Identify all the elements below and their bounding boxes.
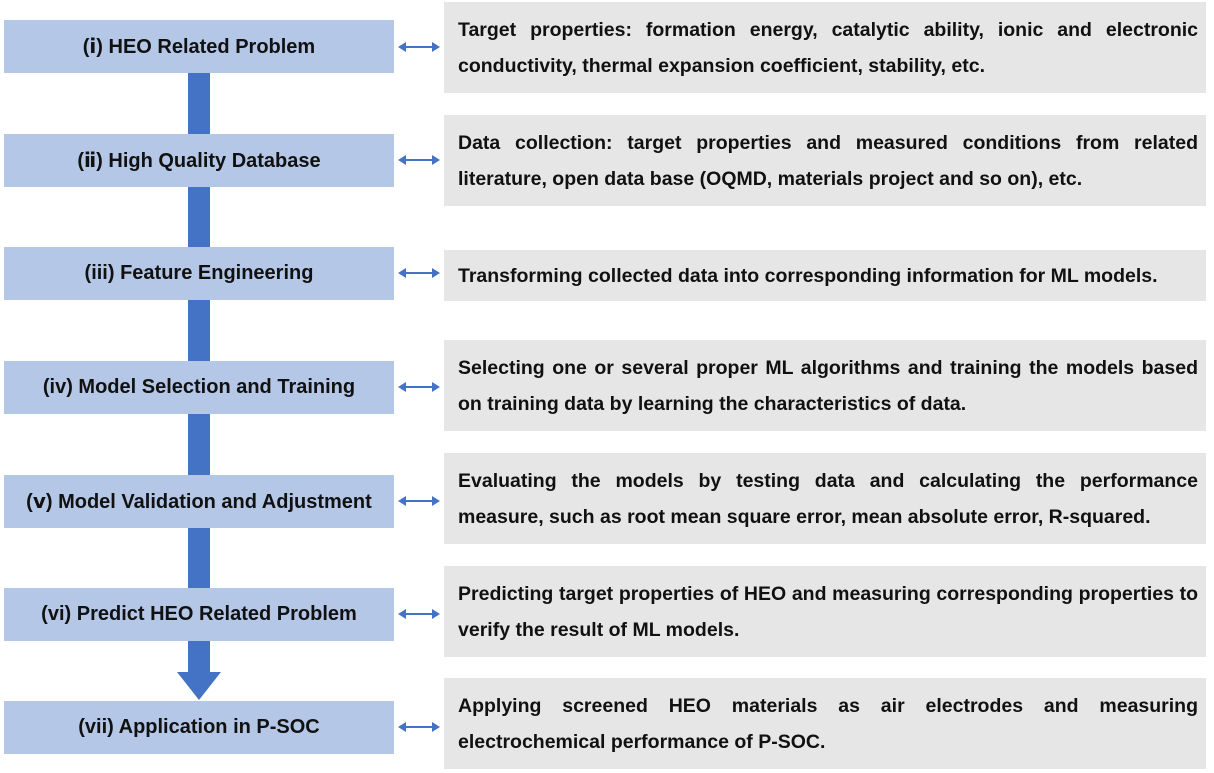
step-box-5: (ⅴ) Model Validation and Adjustment — [4, 475, 394, 528]
bidirectional-arrow-icon — [398, 607, 440, 621]
description-box-7: Applying screened HEO materials as air electrodes and measuring electrochemical performance of P-SOC. — [444, 678, 1206, 769]
bidirectional-arrow-icon — [398, 380, 440, 394]
bidirectional-arrow-icon — [398, 720, 440, 734]
flow-arrow-head — [177, 672, 221, 700]
description-box-5: Evaluating the models by testing data and calculating the performance measure, such as root mean square error, mean absolute error, R-squared. — [444, 453, 1206, 544]
description-box-3: Transforming collected data into corresponding information for ML models. — [444, 250, 1206, 301]
step-box-4: (iv) Model Selection and Training — [4, 361, 394, 414]
step-box-7: (vii) Application in P-SOC — [4, 701, 394, 754]
bidirectional-arrow-icon — [398, 494, 440, 508]
bidirectional-arrow-icon — [398, 153, 440, 167]
step-box-3: (iii) Feature Engineering — [4, 247, 394, 300]
step-box-2: (ⅱ) High Quality Database — [4, 134, 394, 187]
bidirectional-arrow-icon — [398, 266, 440, 280]
bidirectional-arrow-icon — [398, 40, 440, 54]
description-box-4: Selecting one or several proper ML algorithms and training the models based on training data by learning the characteristics of data. — [444, 340, 1206, 431]
description-box-6: Predicting target properties of HEO and measuring corresponding properties to verify the result of ML models. — [444, 566, 1206, 657]
step-box-6: (vi) Predict HEO Related Problem — [4, 588, 394, 641]
description-box-1: Target properties: formation energy, catalytic ability, ionic and electronic conductivity, thermal expansion coefficient, stability, etc. — [444, 2, 1206, 93]
step-box-1: (ⅰ) HEO Related Problem — [4, 20, 394, 73]
description-box-2: Data collection: target properties and measured conditions from related literature, open data base (OQMD, materials project and so on), etc. — [444, 115, 1206, 206]
